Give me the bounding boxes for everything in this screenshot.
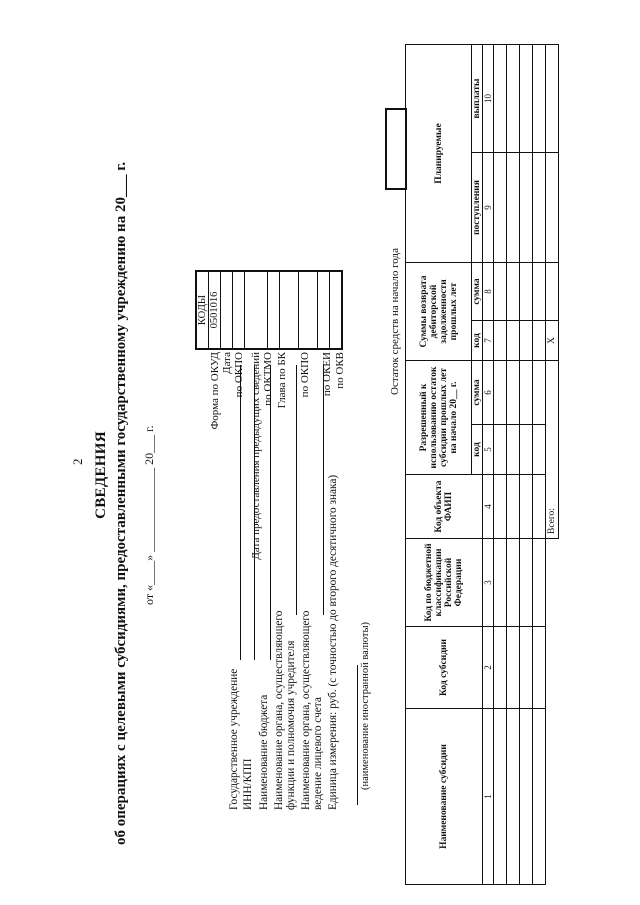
code-cell-date: [221, 271, 233, 349]
field-account-line: [323, 365, 324, 615]
label-bk: Глава по БК: [276, 352, 288, 409]
label-okv: по ОКВ: [334, 352, 346, 389]
codes-header: КОДЫ: [196, 271, 209, 349]
field-unit: Единица измерения: руб. (с точностью до второго десятичного знака): [327, 474, 339, 810]
table-row: [533, 45, 546, 885]
field-institution-line: [240, 365, 241, 660]
sub-code-5: код: [472, 425, 483, 475]
label-oktmo: по ОКТМО: [262, 352, 274, 406]
codes-table: [195, 270, 343, 350]
col-number: 4: [483, 475, 494, 539]
header-planned: Планируемые: [406, 45, 472, 263]
code-cell-prev-date: [245, 271, 268, 349]
field-account-organ-2: ведение лицевого счета: [312, 697, 324, 810]
code-cell-okpo-2: [299, 271, 318, 349]
currency-line: [357, 665, 358, 805]
label-okpo-2: по ОКПО: [299, 352, 311, 398]
remain-label: Остаток средств на начало года: [389, 248, 401, 395]
field-institution: Государственное учреждение: [228, 668, 240, 810]
form-subtitle: об операциях с целевыми субсидиями, предоставленными государственному учреждению на 20___ г.: [113, 161, 129, 845]
total-x-mark: X: [546, 321, 559, 361]
date-line: от «____» ______________ 20___ г.: [142, 425, 156, 605]
col-number: 10: [483, 45, 494, 153]
table-row: [494, 45, 507, 885]
okud-value: 0501016: [209, 271, 221, 349]
col-number: 3: [483, 539, 494, 627]
header-allowed: Разрешенный к использованию остаток субсидии прошлых лет на начало 20__ г.: [406, 361, 472, 475]
col-number: 5: [483, 425, 494, 475]
label-okpo: по ОКПО: [233, 352, 245, 398]
header-code: Код субсидии: [406, 627, 483, 709]
col-number: 7: [483, 321, 494, 361]
form-title: СВЕДЕНИЯ: [93, 431, 109, 519]
header-faip: Код объекта ФАИП: [406, 475, 483, 539]
code-cell-okpo: [233, 271, 245, 349]
subsidies-table: [405, 44, 559, 885]
field-founder-organ: Наименование органа, осуществляющего: [273, 610, 285, 810]
sub-code-7: код: [472, 321, 483, 361]
remain-box: [385, 108, 407, 190]
header-budget: Код по бюджетной классификации Российской Федерации: [406, 539, 483, 627]
field-founder-organ-2: функции и полномочия учредителя: [285, 640, 297, 810]
label-okud: Форма по ОКУД: [209, 352, 221, 430]
col-number: 9: [483, 153, 494, 263]
field-budget-name: Наименование бюджета: [258, 694, 270, 810]
col-number: 6: [483, 361, 494, 425]
header-name: Наименование субсидии: [406, 709, 483, 885]
label-okei: по ОКЕИ: [321, 352, 333, 397]
page-number: 2: [70, 458, 85, 465]
code-cell-okei: [318, 271, 330, 349]
table-row: [520, 45, 533, 885]
col-number: 2: [483, 627, 494, 709]
sub-sum-8: сумма: [472, 263, 483, 321]
code-cell-bk: [280, 271, 299, 349]
table-row: [507, 45, 520, 885]
code-cell-oktmo: [268, 271, 280, 349]
total-row: [546, 45, 559, 885]
sub-receipts: поступления: [472, 153, 483, 263]
field-inn-kpp: ИНН/КПП: [242, 758, 254, 810]
total-label: Всего:: [546, 361, 559, 539]
col-number: 8: [483, 263, 494, 321]
field-account-organ: Наименование органа, осуществляющего: [300, 610, 312, 810]
currency-caption: (наименование иностранной валюты): [360, 622, 371, 790]
col-number: 1: [483, 709, 494, 885]
sub-sum-6: сумма: [472, 361, 483, 425]
sub-payments: выплаты: [472, 45, 483, 153]
label-date: Дата: [221, 352, 233, 374]
field-budget-line: [270, 365, 271, 660]
header-refund: Суммы возврата дебиторской задолженности прошлых лет: [406, 263, 472, 361]
label-prev-date: Дата предоставления предыдущих сведений: [250, 352, 262, 560]
code-cell-okv: [330, 271, 343, 349]
field-founder-line: [296, 365, 297, 615]
